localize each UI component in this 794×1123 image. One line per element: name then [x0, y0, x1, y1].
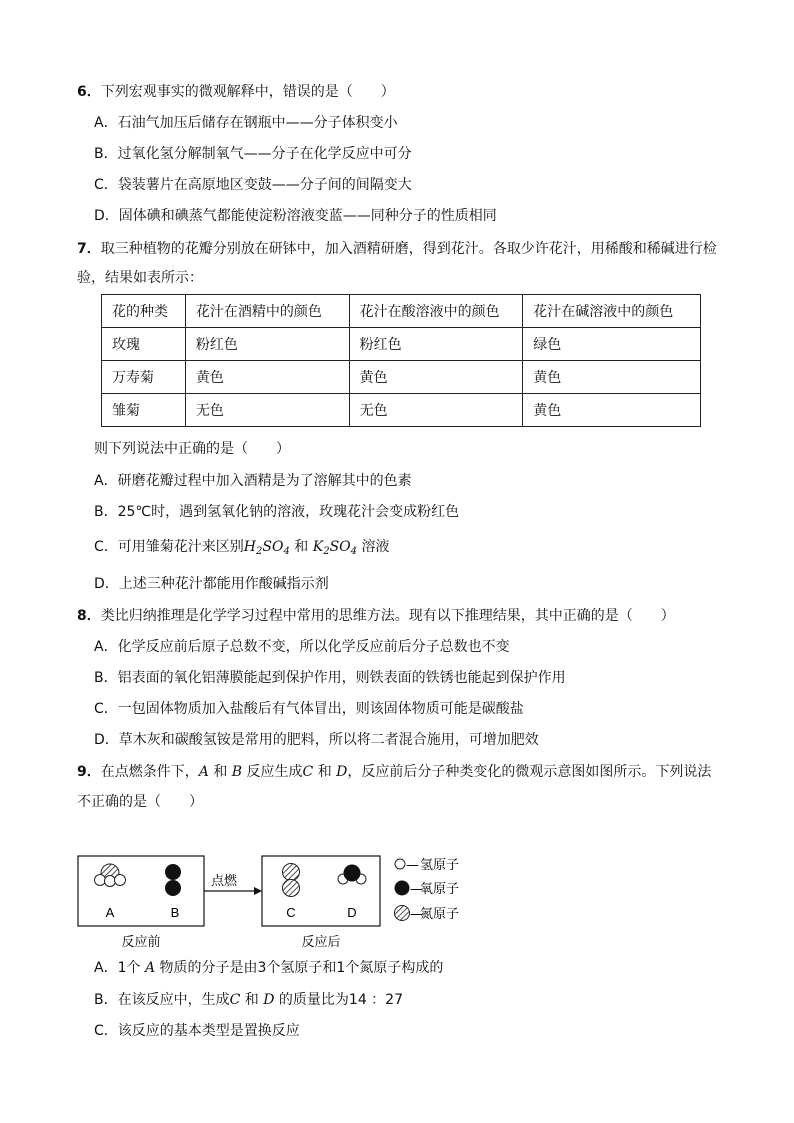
q7-number: 7．: [77, 241, 101, 257]
q8-option-b: B．铝表面的氧化铝薄膜能起到保护作用，则铁表面的铁锈也能起到保护作用: [94, 670, 566, 686]
table-cell: 玫瑰: [102, 328, 186, 361]
q7-stem: 7．取三种植物的花瓣分别放在研钵中，加入酒精研磨，得到花汁。各取少许花汁，用稀酸和稀碱进行检: [77, 241, 717, 257]
label-c: C: [286, 905, 296, 920]
q8-option-d: D．草木灰和碳酸氢铵是常用的肥料，所以将二者混合施用，可增加肥效: [94, 732, 539, 748]
q7-option-a: A．研磨花瓣过程中加入酒精是为了溶解其中的色素: [94, 473, 412, 489]
label-a: A: [105, 905, 115, 920]
oxygen-atom-icon: [395, 881, 410, 896]
table-cell: 无色: [349, 394, 523, 427]
legend-oxygen: 氧原子: [420, 882, 460, 897]
legend-hydrogen: 氢原子: [420, 858, 460, 873]
hydrogen-atom-icon: [395, 859, 405, 869]
table-row: [102, 328, 701, 361]
q6-option-b: B．过氧化氢分解制氧气——分子在化学反应中可分: [94, 146, 412, 162]
q9-option-c: C．该反应的基本类型是置换反应: [94, 1023, 300, 1039]
q7-prompt: 则下列说法中正确的是（ ）: [94, 441, 290, 457]
q8-stem: 8．类比归纳推理是化学学习过程中常用的思维方法。现有以下推理结果，其中正确的是（ ）: [77, 608, 675, 624]
molecule-d-icon: [338, 865, 366, 885]
nitrogen-atom-icon: [395, 906, 410, 921]
q7-option-c: C．可用雏菊花汁来区别$H_2SO_4$ 和 $K_2SO_4$ 溶液: [94, 539, 390, 557]
q6-option-d: D．固体碘和碘蒸气都能使淀粉溶液变蓝——同种分子的性质相同: [94, 208, 497, 224]
molecule-a-icon: [95, 864, 126, 887]
q9-stem-line2: 不正确的是（ ）: [77, 794, 203, 810]
table-cell: 无色: [185, 394, 349, 427]
legend-prefix: —: [410, 907, 423, 922]
q6-option-c: C．袋装薯片在高原地区变鼓——分子间的间隔变大: [94, 177, 412, 193]
q9-option-a: A．1个 A 物质的分子是由3个氢原子和1个氮原子构成的: [94, 960, 444, 976]
reaction-diagram: [74, 850, 484, 952]
before-box: [78, 856, 204, 926]
molecule-c-icon: [283, 864, 300, 897]
table-cell: 万寿菊: [102, 361, 186, 394]
flower-color-table: [101, 294, 701, 427]
table-cell: 黄色: [185, 361, 349, 394]
formula-k2so4: $K_2SO_4$: [312, 539, 358, 557]
table-cell: 黄色: [523, 361, 701, 394]
q9-stem: 9．在点燃条件下，A 和 B 反应生成C 和 D，反应前后分子种类变化的微观示意图如图所示。下列说法: [77, 764, 712, 780]
caption-after: 反应后: [301, 935, 341, 950]
table-row: [102, 361, 701, 394]
q8-option-c: C．一包固体物质加入盐酸后有气体冒出，则该固体物质可能是碳酸盐: [94, 701, 524, 717]
arrow-label: 点燃: [210, 874, 238, 889]
legend-prefix: —: [406, 858, 419, 873]
molecule-b-icon: [165, 864, 181, 896]
table-header-row: [102, 295, 701, 328]
table-cell: 粉红色: [185, 328, 349, 361]
q8-number: 8．: [77, 608, 101, 624]
q9-number: 9．: [77, 764, 101, 780]
table-cell: 黄色: [349, 361, 523, 394]
q6-option-a: A．石油气加压后储存在钢瓶中——分子体积变小: [94, 115, 398, 131]
q7-option-b: B．25℃时，遇到氢氧化钠的溶液，玫瑰花汁会变成粉红色: [94, 504, 460, 520]
legend-nitrogen: 氮原子: [420, 907, 460, 922]
table-header: 花的种类: [102, 295, 186, 328]
q8-option-a: A．化学反应前后原子总数不变，所以化学反应前后分子总数也不变: [94, 639, 510, 655]
table-header: 花汁在酒精中的颜色: [185, 295, 349, 328]
q6-number: 6．: [77, 84, 101, 100]
q9-option-b: B．在该反应中，生成C 和 D 的质量比为14 ：27: [94, 992, 403, 1008]
table-cell: 黄色: [523, 394, 701, 427]
table-row: [102, 394, 701, 427]
label-d: D: [347, 905, 357, 920]
after-box: [262, 856, 380, 926]
q6-stem: 6．下列宏观事实的微观解释中，错误的是（ ）: [77, 84, 395, 100]
q7-option-d: D．上述三种花汁都能用作酸碱指示剂: [94, 576, 329, 592]
q7-stem-line2: 验，结果如表所示：: [77, 270, 203, 286]
label-b: B: [170, 905, 180, 920]
table-cell: 雏菊: [102, 394, 186, 427]
formula-h2so4: $H_2SO_4$: [243, 539, 290, 557]
table-header: 花汁在碱溶液中的颜色: [523, 295, 701, 328]
legend-prefix: —: [410, 882, 423, 897]
table-cell: 绿色: [523, 328, 701, 361]
table-header: 花汁在酸溶液中的颜色: [349, 295, 523, 328]
legend: [395, 858, 460, 922]
arrow-head-icon: [254, 887, 262, 895]
table-cell: 粉红色: [349, 328, 523, 361]
caption-before: 反应前: [121, 935, 161, 950]
